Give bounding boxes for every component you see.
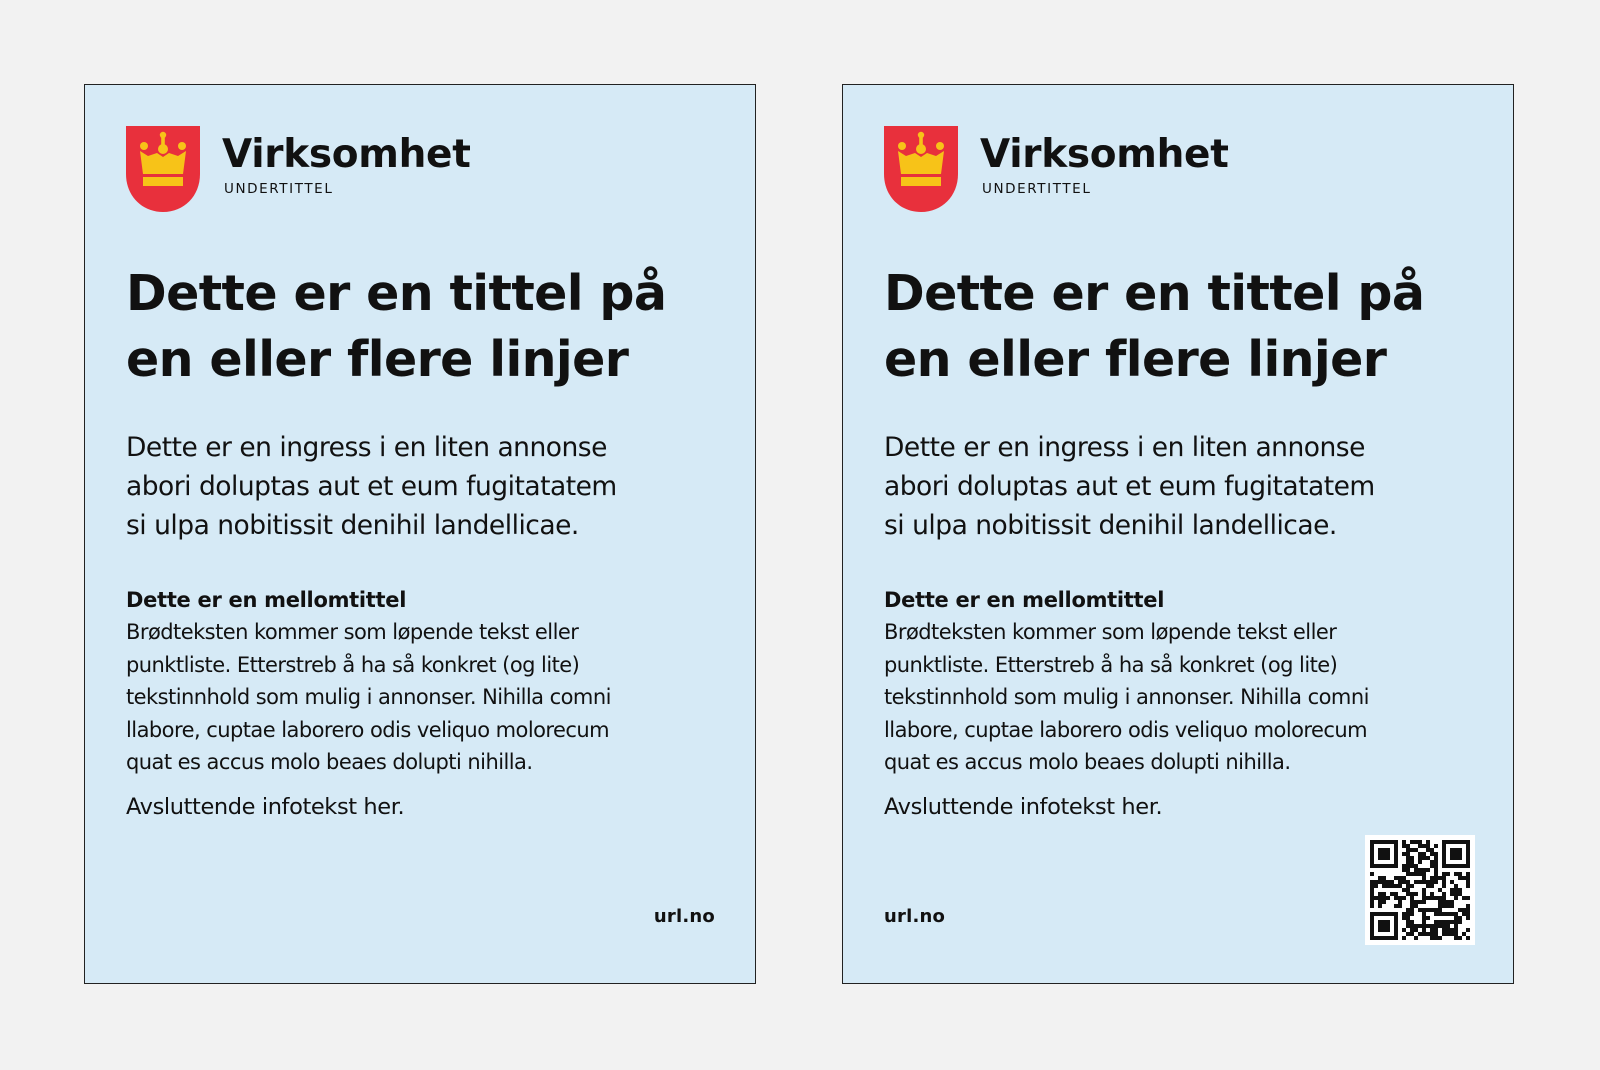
body-line: quat es accus molo beaes dolupti nihilla. xyxy=(126,750,533,774)
body-line: tekstinnhold som mulig i annonser. Nihilla comni xyxy=(884,685,1369,709)
ingress-paragraph xyxy=(126,428,746,545)
ingress-line: si ulpa nobitissit denihil landellicae. xyxy=(126,510,579,541)
body-line: Brødteksten kommer som løpende tekst eller xyxy=(884,620,1337,644)
url-text: url.no xyxy=(653,906,715,927)
organization-name: Virksomhet xyxy=(222,132,471,177)
ingress-line: Dette er en ingress i en liten annonse xyxy=(126,432,607,463)
title-line: Dette er en tittel på xyxy=(126,265,667,322)
section-subheading: Dette er en mellomtittel xyxy=(884,588,1165,612)
ad-card-without-qr xyxy=(84,84,756,984)
closing-info-text: Avsluttende infotekst her. xyxy=(126,794,405,820)
body-paragraph xyxy=(884,616,1484,779)
body-line: punktliste. Etterstreb å ha så konkret (og lite) xyxy=(126,652,580,677)
body-paragraph xyxy=(126,616,726,779)
ingress-line: Dette er en ingress i en liten annonse xyxy=(884,432,1365,463)
organization-subtitle: UNDERTITTEL xyxy=(224,181,334,197)
title-line: en eller flere linjer xyxy=(884,331,1387,388)
body-line: llabore, cuptae laborero odis veliquo molorecum xyxy=(884,717,1368,742)
body-line: quat es accus molo beaes dolupti nihilla. xyxy=(884,750,1291,774)
title-line: Dette er en tittel på xyxy=(884,265,1425,322)
ingress-line: abori doluptas aut et eum fugitatatem xyxy=(884,471,1375,502)
body-line: llabore, cuptae laborero odis veliquo molorecum xyxy=(126,717,610,742)
coat-of-arms-logo xyxy=(126,126,200,212)
ingress-line: abori doluptas aut et eum fugitatatem xyxy=(126,471,617,502)
title-line: en eller flere linjer xyxy=(126,331,629,388)
ad-title xyxy=(884,261,1484,393)
body-line: tekstinnhold som mulig i annonser. Nihilla comni xyxy=(126,685,611,709)
ad-card-with-qr xyxy=(842,84,1514,984)
closing-info-text: Avsluttende infotekst her. xyxy=(884,794,1163,820)
section-subheading: Dette er en mellomtittel xyxy=(126,588,407,612)
qr-code-icon xyxy=(1365,835,1475,945)
coat-of-arms-logo xyxy=(884,126,958,212)
qr-code-graphic xyxy=(1365,835,1475,945)
organization-subtitle: UNDERTITTEL xyxy=(982,181,1092,197)
body-line: Brødteksten kommer som løpende tekst eller xyxy=(126,620,579,644)
ingress-paragraph xyxy=(884,428,1504,545)
ad-title xyxy=(126,261,726,393)
organization-name: Virksomhet xyxy=(980,132,1229,177)
url-text: url.no xyxy=(884,906,946,927)
body-line: punktliste. Etterstreb å ha så konkret (og lite) xyxy=(884,652,1338,677)
ingress-line: si ulpa nobitissit denihil landellicae. xyxy=(884,510,1337,541)
